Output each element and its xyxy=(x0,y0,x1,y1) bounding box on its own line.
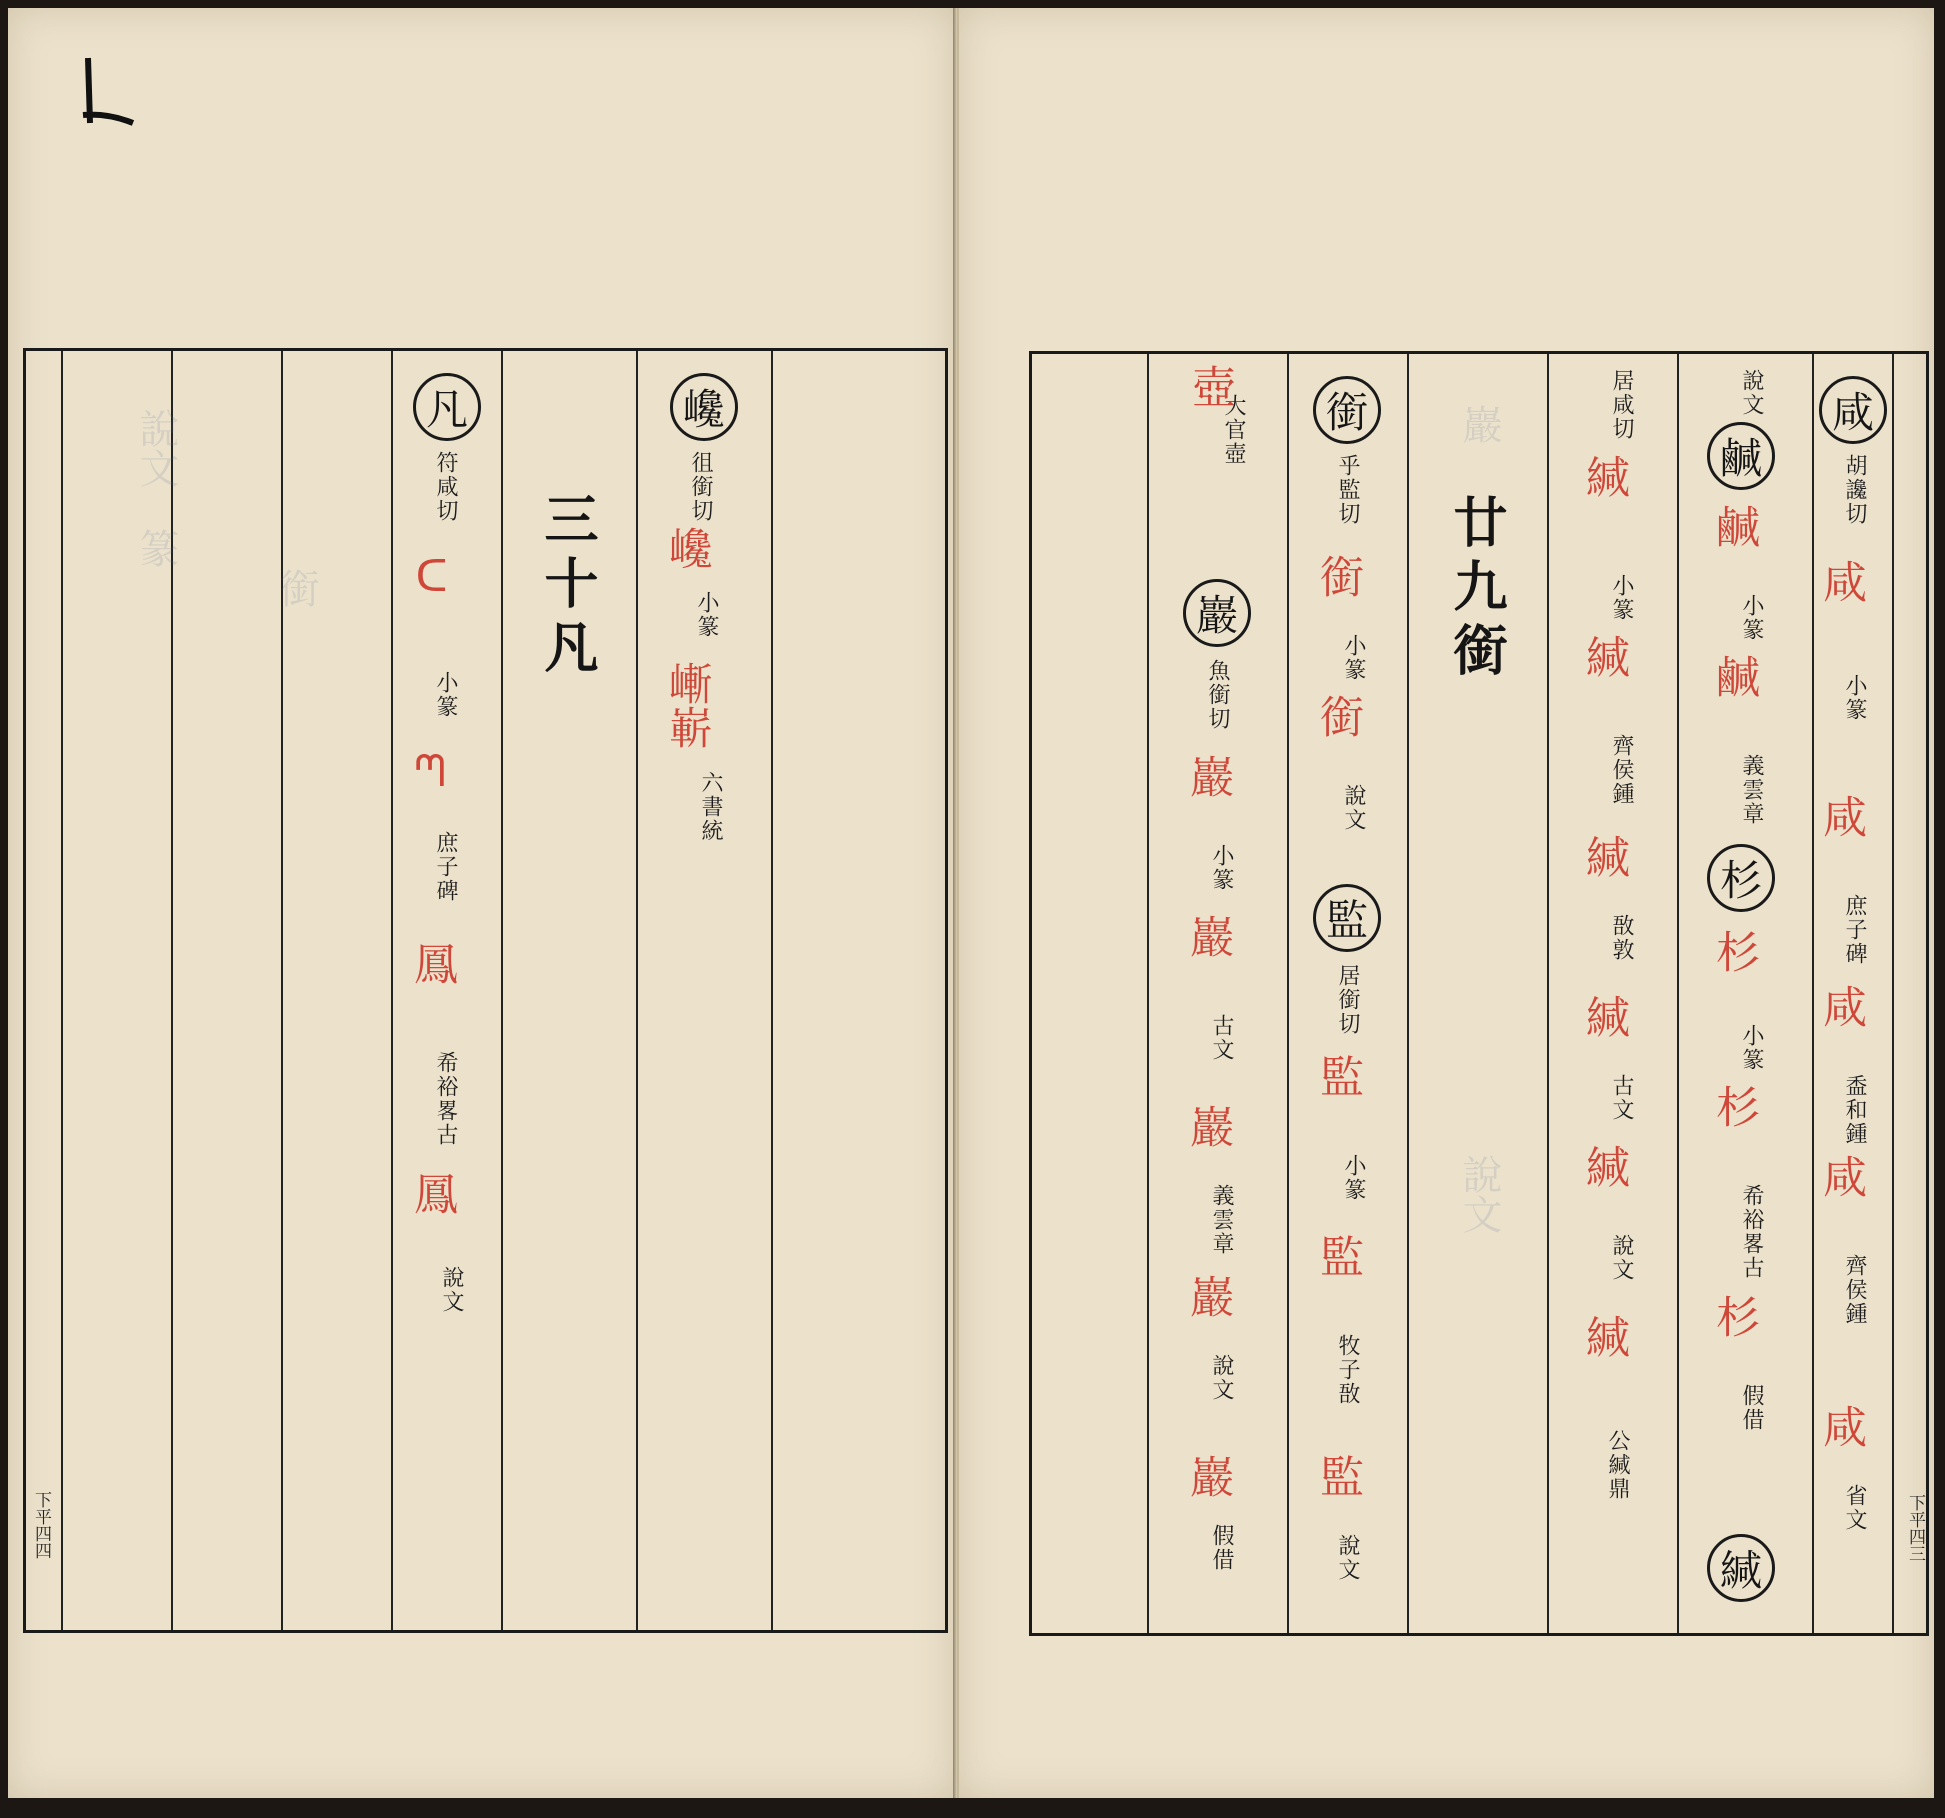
fanqie-reading: 乎監切 xyxy=(1335,454,1360,526)
source-label: 小篆 xyxy=(1842,674,1867,722)
column-1 xyxy=(638,351,771,1630)
seal-form: 杉 xyxy=(1708,1294,1759,1338)
column-xian xyxy=(1814,354,1892,1633)
source-label: 小篆 xyxy=(1341,1154,1366,1202)
head-char: 緘 xyxy=(1707,1534,1775,1602)
seal-form: 緘 xyxy=(1578,834,1629,878)
rhyme-title: 廿九銜 xyxy=(1445,494,1509,686)
head-char: 監 xyxy=(1313,884,1381,952)
source-label: 說文 xyxy=(439,1266,464,1314)
seal-form: 鹹 xyxy=(1708,654,1759,698)
rhyme-title: 三十凡 xyxy=(536,491,600,683)
source-label: 古文 xyxy=(1209,1014,1234,1062)
seal-form: 鹹 xyxy=(1708,504,1759,548)
source-label: 齊侯鍾 xyxy=(1842,1254,1867,1326)
seal-form: 巖 xyxy=(1182,754,1233,798)
column-rhyme-title: 廿九銜 巖 說文 xyxy=(1445,404,1509,1234)
seal-form: 銜 xyxy=(1312,694,1363,738)
source-label: 公緘鼎 xyxy=(1605,1429,1630,1501)
right-page xyxy=(957,8,1934,1798)
seal-form: 杉 xyxy=(1708,929,1759,973)
seal-form: 緘 xyxy=(1578,634,1629,678)
column-jian xyxy=(1549,354,1677,1633)
fanqie-reading: 徂銜切 xyxy=(688,451,713,523)
source-label: 古文 xyxy=(1609,1074,1634,1122)
head-char: 咸 xyxy=(1819,376,1887,444)
column-yan xyxy=(1149,354,1287,1633)
source-label: 盉和鍾 xyxy=(1842,1074,1867,1146)
seal-form: 咸 xyxy=(1815,984,1866,1028)
source-label: 敔敦 xyxy=(1609,914,1634,962)
head-char: 杉 xyxy=(1707,844,1775,912)
source-label: 小篆 xyxy=(433,671,458,719)
source-label: 假借 xyxy=(1739,1384,1764,1432)
fanqie-reading: 符咸切 xyxy=(433,451,458,523)
source-label: 庶子碑 xyxy=(1842,894,1867,966)
seal-form: 巖 xyxy=(1182,1454,1233,1498)
source-label: 說文 xyxy=(1335,1534,1360,1582)
source-label: 小篆 xyxy=(694,591,719,639)
corner-mark xyxy=(78,53,138,133)
source-label: 希裕畧古 xyxy=(433,1051,458,1147)
source-label: 說文 xyxy=(1209,1354,1234,1402)
seal-form: 咸 xyxy=(1815,1404,1866,1448)
seal-form: 銜 xyxy=(1312,554,1363,598)
seal-form: 緘 xyxy=(1578,1314,1629,1358)
source-label: 小篆 xyxy=(1341,634,1366,682)
source-note: 說文 xyxy=(1739,369,1764,417)
head-char: 凡 xyxy=(413,373,481,441)
seal-form: 監 xyxy=(1312,1054,1363,1098)
seal-form: 咸 xyxy=(1815,1154,1866,1198)
left-page: 巉 徂銜切 巉 小篆 嶃嶄 六書統 三十凡 凡 符咸切 ᑕ 小篆 ᘉ 庶子碑 鳳 希裕畧古 鳳 說文 下平四四 說文 篆 銜 xyxy=(8,8,955,1798)
source-label: 義雲章 xyxy=(1739,754,1764,826)
source-label: 六書統 xyxy=(698,771,723,843)
seal-form: 緘 xyxy=(1578,1144,1629,1188)
seal-form: ᑕ xyxy=(406,551,457,602)
head-char: 銜 xyxy=(1313,376,1381,444)
seal-form: 緘 xyxy=(1578,454,1629,498)
seal-form: 嶃嶄 xyxy=(661,661,712,749)
source-label: 小篆 xyxy=(1739,1024,1764,1072)
source-label: 小篆 xyxy=(1739,594,1764,642)
source-label: 庶子碑 xyxy=(433,831,458,903)
source-label: 假借 xyxy=(1209,1524,1234,1572)
seal-form: 咸 xyxy=(1815,559,1866,603)
source-label: 省文 xyxy=(1842,1484,1867,1532)
fanqie-reading: 胡讒切 xyxy=(1842,454,1867,526)
seal-form: 杉 xyxy=(1708,1084,1759,1128)
seal-form: 巉 xyxy=(661,526,712,570)
source-label: 希裕畧古 xyxy=(1739,1184,1764,1280)
column-2 xyxy=(503,351,636,1630)
source-label: 說文 xyxy=(1341,784,1366,832)
source-label: 說文 xyxy=(1609,1234,1634,1282)
seal-form: 巖 xyxy=(1182,914,1233,958)
right-frame xyxy=(1029,351,1929,1636)
seal-form: 鳳 xyxy=(406,941,457,985)
fanqie-reading: 魚銜切 xyxy=(1205,659,1230,731)
seal-form: 壺 xyxy=(1184,364,1235,408)
seal-form: 監 xyxy=(1312,1234,1363,1278)
seal-form: 緘 xyxy=(1578,994,1629,1038)
fanqie-reading: 居銜切 xyxy=(1335,964,1360,1036)
source-label: 小篆 xyxy=(1209,844,1234,892)
column-3 xyxy=(393,351,501,1630)
column-xian-shan xyxy=(1679,354,1812,1633)
source-label: 齊侯鍾 xyxy=(1609,734,1634,806)
seal-form: ᘉ xyxy=(406,751,457,795)
seal-form: 監 xyxy=(1312,1454,1363,1498)
seal-form: 巖 xyxy=(1182,1104,1233,1148)
folio-number: 下平四三 xyxy=(1905,1494,1925,1562)
source-label: 牧子敔 xyxy=(1335,1334,1360,1406)
source-label: 大官壺 xyxy=(1221,394,1246,466)
fanqie-reading: 居咸切 xyxy=(1609,369,1634,441)
column-xian2-jian xyxy=(1289,354,1407,1633)
head-char: 鹹 xyxy=(1707,422,1775,490)
seal-form: 咸 xyxy=(1815,794,1866,838)
folio-number: 下平四四 xyxy=(31,1491,51,1559)
seal-form: 巖 xyxy=(1182,1274,1233,1318)
head-char: 巖 xyxy=(1183,579,1251,647)
source-label: 小篆 xyxy=(1609,574,1634,622)
source-label: 義雲章 xyxy=(1209,1184,1234,1256)
seal-form: 鳳 xyxy=(406,1171,457,1215)
head-char: 巉 xyxy=(670,373,738,441)
